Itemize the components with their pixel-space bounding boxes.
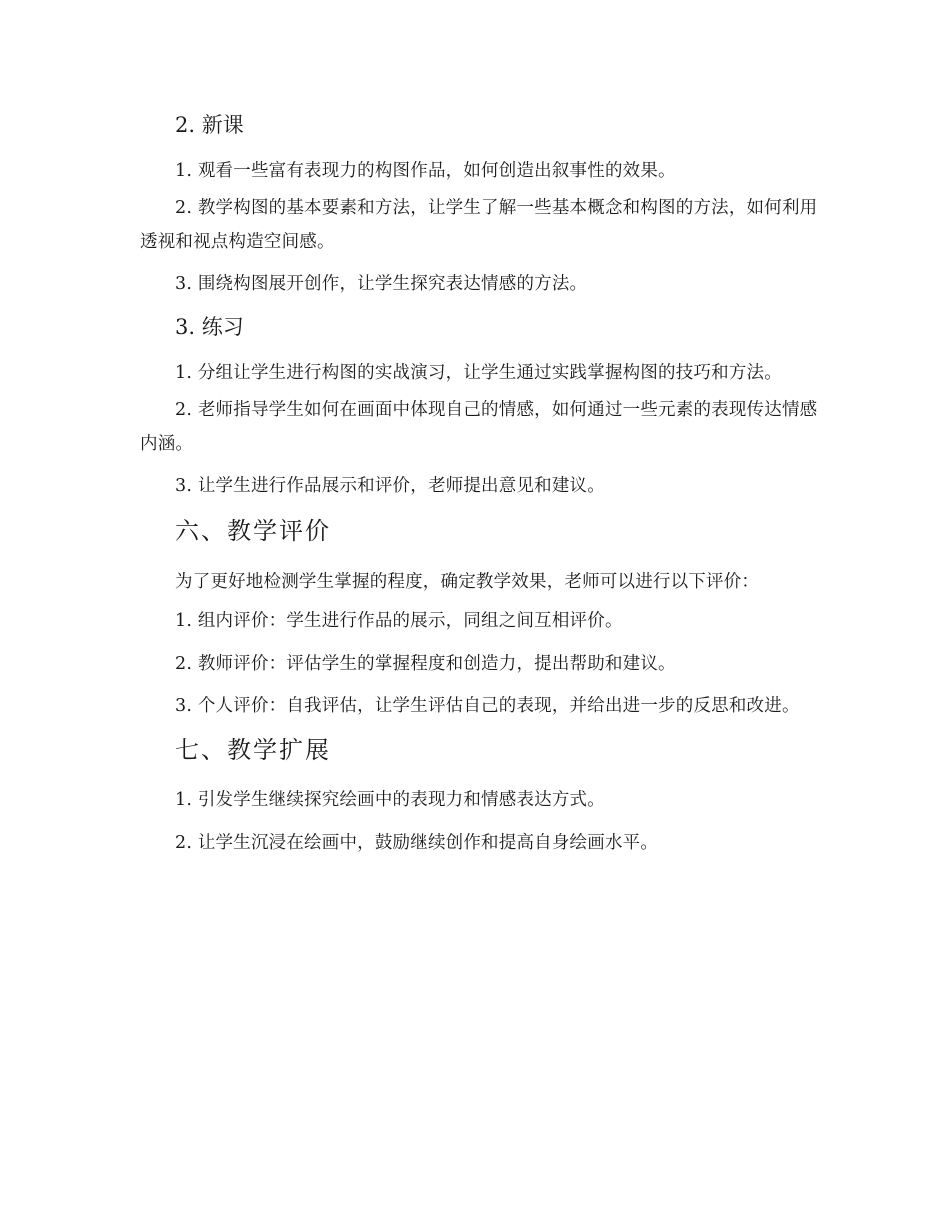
paragraph: 2. 教师评价：评估学生的掌握程度和创造力，提出帮助和建议。 — [175, 654, 676, 674]
paragraph: 1. 分组让学生进行构图的实战演习，让学生通过实践掌握构图的技巧和方法。 — [175, 363, 782, 383]
paragraph: 1. 观看一些富有表现力的构图作品，如何创造出叙事性的效果。 — [175, 161, 676, 181]
paragraph: 为了更好地检测学生掌握的程度，确定教学效果，老师可以进行以下评价： — [175, 572, 760, 592]
paragraph: 3. 个人评价：自我评估，让学生评估自己的表现，并给出进一步的反思和改进。 — [175, 696, 800, 716]
paragraph: 2. 让学生沉浸在绘画中，鼓励继续创作和提高自身绘画水平。 — [175, 833, 659, 853]
section-title-new-lesson: 2. 新课 — [175, 113, 244, 137]
heading-evaluation: 六、教学评价 — [175, 517, 331, 545]
paragraph: 1. 引发学生继续探究绘画中的表现力和情感表达方式。 — [175, 790, 605, 810]
section-title-practice: 3. 练习 — [175, 315, 244, 339]
paragraph: 3. 让学生进行作品展示和评价，老师提出意见和建议。 — [175, 476, 605, 496]
paragraph: 3. 围绕构图展开创作，让学生探究表达情感的方法。 — [175, 274, 588, 294]
paragraph: 2. 老师指导学生如何在画面中体现自己的情感，如何通过一些元素的表现传达情感内涵。 — [140, 400, 818, 454]
paragraph: 2. 教学构图的基本要素和方法，让学生了解一些基本概念和构图的方法，如何利用透视和视点构造空间感。 — [140, 198, 818, 252]
paragraph: 1. 组内评价：学生进行作品的展示，同组之间互相评价。 — [175, 611, 623, 631]
heading-extension: 七、教学扩展 — [175, 736, 331, 764]
